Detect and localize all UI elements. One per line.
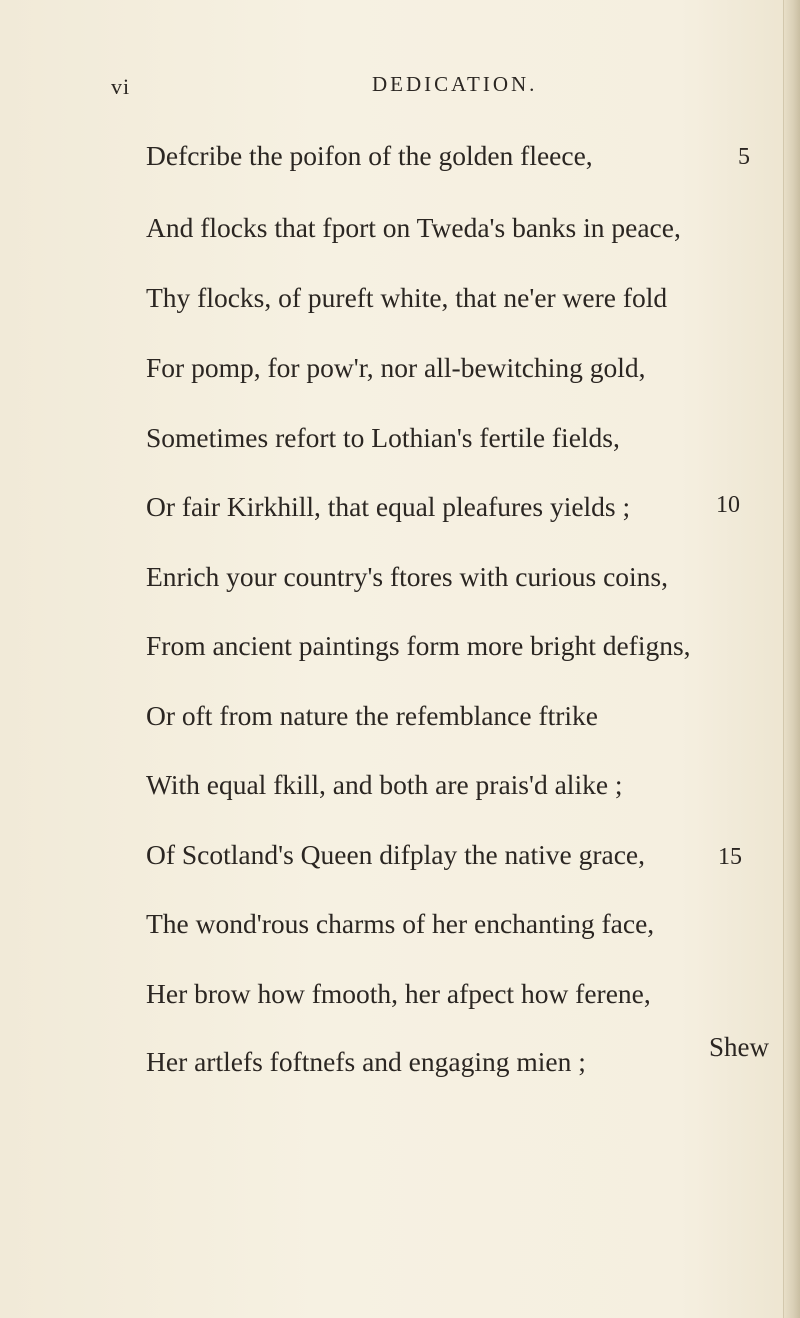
line-number: 15 <box>718 844 742 870</box>
running-head: DEDICATION. <box>372 72 538 96</box>
poem-line: With equal fkill, and both are prais'd alike ; <box>146 769 623 800</box>
poem-line: Enrich your country's ftores with curious coins, <box>146 561 669 592</box>
poem-line: Or oft from nature the refemblance ftrike <box>146 700 599 731</box>
line-number: 5 <box>738 144 750 170</box>
poem-line: Or fair Kirkhill, that equal pleafures yields ; <box>146 491 631 522</box>
poem-line: Of Scotland's Queen difplay the native grace, <box>146 839 646 870</box>
poem-line: Her brow how fmooth, her afpect how ferene, <box>146 978 651 1009</box>
poem-line: Her artlefs foftnefs and engaging mien ; <box>146 1046 586 1077</box>
line-number: 10 <box>716 492 740 518</box>
poem-line: Defcribe the poifon of the golden fleece, <box>146 140 593 171</box>
poem-line: From ancient paintings form more bright defigns, <box>146 630 691 661</box>
poem-line: Thy flocks, of pureft white, that ne'er were fold <box>146 282 668 313</box>
poem-line: For pomp, for pow'r, nor all-bewitching gold, <box>146 352 646 383</box>
poem-line: The wond'rous charms of her enchanting face, <box>146 908 655 939</box>
poem-line: And flocks that fport on Tweda's banks in peace, <box>146 212 681 243</box>
page-edge <box>783 0 800 1318</box>
page-number: vi <box>111 74 131 99</box>
poem-line: Sometimes refort to Lothian's fertile fields, <box>146 422 620 453</box>
catchword: Shew <box>709 1032 769 1062</box>
